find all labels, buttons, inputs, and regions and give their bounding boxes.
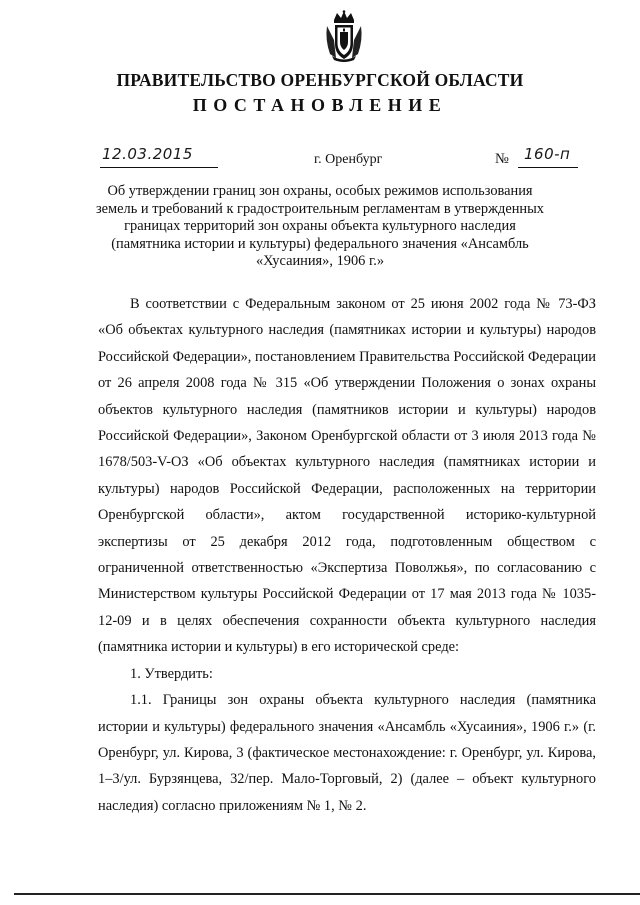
number-field (518, 145, 578, 168)
government-title: ПРАВИТЕЛЬСТВО ОРЕНБУРГСКОЙ ОБЛАСТИ (116, 70, 524, 90)
document-type: ПОСТАНОВЛЕНИЕ (192, 95, 448, 115)
item-1-1-paragraph: 1.1. Границы зон охраны объекта культурного наследия (памятника истории и культуры) федерального значения «Ансамбль «Хусаиния», 1906 г.» (г. Оренбург, ул. Кирова, 3 (фактическое местонахождение: г. Оренбург, ул. Кирова, 1–3/ул. Бурзянцева, 32/пер. Мало-Торговый, 2) (далее – объект культурного наследия) согласно приложениям № 1, № 2. (98, 692, 596, 814)
item-1-paragraph: 1. Утвердить: (130, 665, 213, 682)
date-field (100, 145, 218, 168)
date-value: 12.03.2015 (102, 145, 193, 163)
number-value: 160-п (524, 145, 571, 163)
document-body (98, 291, 596, 819)
document-subject: Об утверждении границ зон охраны, особых режимов использования земель и требований к градостроительным регламентам в утвержденных границах территорий зон охраны объекта культурного наследия (памятника истории и культуры) федерального значения «Ансамбль «Хусаиния», 1906 г.» (95, 183, 544, 269)
preamble-paragraph: В соответствии с Федеральным законом от 25 июня 2002 года № 73-ФЗ «Об объектах культурного наследия (памятниках истории и культуры) народов Российской Федерации», постановлением Правительства Российской Федерации от 26 апреля 2008 года № 315 «Об утверждении Положения о зонах охраны объектов культурного наследия (памятников истории и культуры) народов Российской Федерации», Законом Оренбургской области от 3 июля 2013 года № 1678/503-V-ОЗ «Об объектах культурного наследия (памятниках истории и культуры) народов Российской Федерации, расположенных на территории Оренбургской области», актом государственной историко-культурной экспертизы от 25 декабря 2012 года, подготовленным обществом с ограниченной ответственностью «Экспертиза Поволжья», по согласованию с Министерством культуры Российской Федерации от 17 мая 2013 года № 1035-12-09 и в целях обеспечения сохранности объекта культурного наследия (памятника истории и культуры) в его исторической среде: (98, 296, 596, 656)
number-label: № (495, 151, 509, 167)
coat-of-arms-icon (324, 10, 364, 62)
bottom-divider (14, 893, 640, 895)
city-label: г. Оренбург (314, 152, 383, 167)
